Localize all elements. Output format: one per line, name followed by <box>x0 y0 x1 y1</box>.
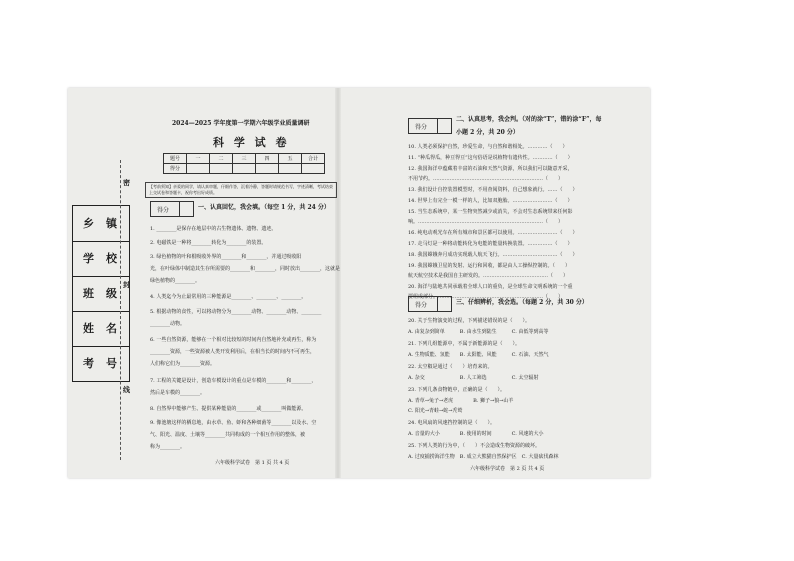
fill-question: 9. 像池塘这样的栖息地，由水草、鱼、虾和各种细菌等________以及水、空 <box>150 420 317 426</box>
seal-char: 封 <box>123 280 130 289</box>
mc-question: 20. 关于生物演变的过程，下列描述错误的是（ ）。 <box>408 318 531 324</box>
score-table-header: 二 <box>210 154 233 164</box>
score-cell <box>233 164 256 174</box>
fill-question: 7. 工程的关键是设计，创造车模设计的重点是车模的________和________， <box>150 378 317 384</box>
judge-question: 10. 人类必须保护自然，珍爱生命，与自然和谐相处。…………（ ） <box>408 144 568 150</box>
score-table <box>163 153 325 174</box>
score-cell <box>187 164 210 174</box>
mc-option: A. 杂交 B. 人工筛选 C. 太空辐射 <box>408 375 539 381</box>
judge-question: 要组成部分。………………………………………………………（ ） <box>408 294 564 300</box>
judge-question: 15. 当生态系统中，某一生物突然减少或消失，不会对生态系统带来任何影 <box>408 209 573 215</box>
fill-question: 6. 一些自然资源，能够在一个相对比较短的时间内自然地补充或再生，称为 <box>150 337 317 343</box>
judge-question: 16. 纯电动观光车在所有城市和景区都可以使用。……………………（ ） <box>408 230 578 236</box>
score-table-header: 五 <box>279 154 302 164</box>
score-table-header: 题号 <box>164 154 187 164</box>
score-box-1 <box>150 201 194 217</box>
judge-question: 17. 走马灯是一种将动能转化为电能的能量转换装置。……………（ ） <box>408 241 573 247</box>
section-3-heading: 三、仔细辨析，我会选。（每题 2 分，共 30 分） <box>456 299 588 306</box>
exam-title: 2024—2025 学年度第一学期六年级学业质量调研 <box>172 120 310 127</box>
fill-question: ________资源，一些资源被人类开发利用后，在相当长的时间内不可再生， <box>150 349 316 355</box>
mc-option: A. 生物质能、氢能 B. 太阳能、风能 C. 石油、天然气 <box>408 352 549 358</box>
score-table-header: 一 <box>187 154 210 164</box>
mc-option: C. 阳光→青蛙→蛇→秃鹫 <box>408 408 463 414</box>
judge-question: 响。…………………………………………………………………（ ） <box>408 219 564 225</box>
judge-question: 不用节约。…………………………………………………………（ ） <box>408 176 564 182</box>
fill-question: 1. ________是保存在地层中的古生物遗体、遗物、遗迹。 <box>150 226 277 232</box>
score-box-2 <box>408 118 452 134</box>
judge-question: 20. 海洋与陆地共同承载着全球人口的重负，是全球生命文明系统的一个重 <box>408 284 573 290</box>
page-footer-left: 六年级科学试卷 第 1 页 共 4 页 <box>215 460 290 466</box>
mc-option: A. 音量的大小 B. 使用的时间 C. 风速的大小 <box>408 431 544 437</box>
seal-char: 线 <box>123 385 130 394</box>
mc-option: A. 过度捕捞海洋生物 B. 成立大熊猫自然保护区 C. 大量砍伐森林 <box>408 454 559 460</box>
judge-question: 13. 我们设计自控装置模型时，不用查阅资料，自己想象就行。……（ ） <box>408 187 578 193</box>
fill-question: 4. 人类迄今为止最常用的三种能源是________、________、________。 <box>150 294 307 300</box>
score-row-label: 得分 <box>164 164 187 174</box>
student-info-sidebar <box>72 205 130 382</box>
score-cell <box>279 164 302 174</box>
score-box-label: 得分 <box>415 124 428 131</box>
judge-question: 11. “种瓜得瓜，种豆得豆”这句俗语是说植物有遗传性。…………（ ） <box>408 155 573 161</box>
fill-question: 5. 根据动物的食性，可以将动物分为________动物、________动物、________ <box>150 309 322 315</box>
page-fold <box>335 88 341 478</box>
subject-title: 科 学 试 卷 <box>213 136 290 149</box>
fill-question: 3. 绿色植物的叶和根吸收外界的________和________，并通过吸收阳 <box>150 254 302 260</box>
score-cell <box>210 164 233 174</box>
sidebar-row: 乡 镇 <box>73 206 129 242</box>
notice-text: 【考前须知】亲爱的同学，请认真审题，仔细作答，沉着冷静，答题时请规范书写，字迹清晰，考试结束上交试卷和答题卡，祝你考出好成绩。 <box>149 184 333 195</box>
judge-question: 12. 我国海洋中蕴藏着丰富的石油和天然气资源，所以我们可以随意开采， <box>408 166 573 172</box>
sidebar-row: 学 校 <box>73 241 129 277</box>
sidebar-row: 考 号 <box>83 357 117 370</box>
score-table-score-row <box>164 164 325 174</box>
section-1-heading: 一、认真回忆，我会填。（每空 1 分，共 24 分） <box>198 204 330 211</box>
judge-question: 18. 我国嫦娥奔月成功实现载人航天飞行。……………………………（ ） <box>408 252 578 258</box>
page-footer-right: 六年级科学试卷 第 2 页 共 4 页 <box>470 466 545 472</box>
score-table-header: 三 <box>233 154 256 164</box>
mc-question: 21. 下列几组能源中，不属于新能源的是（ ）。 <box>408 341 521 347</box>
score-box-3 <box>408 296 452 312</box>
score-table-header: 合计 <box>302 154 325 164</box>
mc-option: A. 由复杂到简单 B. 由水生到陆生 C. 由低等到高等 <box>408 329 549 335</box>
fill-question: 2. 电磁铁是一种将________转化为________的装置。 <box>150 240 267 246</box>
score-table-header: 四 <box>256 154 279 164</box>
fill-question: 8. 自然界中能够产生、提供某种能量的________或________叫做能源。 <box>150 406 307 412</box>
score-cell <box>256 164 279 174</box>
section-2-heading-cont: 小题 2 分，共 20 分） <box>456 129 519 136</box>
seal-char: 密 <box>123 178 130 187</box>
sidebar-row: 姓 名 <box>73 311 129 347</box>
fill-question: 光，在叶绿体中制造其生存所需要的________和________，同时放出________，这就是 <box>150 266 341 272</box>
mc-option: A. 青草→兔子→老虎 B. 狮子→狼→山羊 <box>408 398 514 404</box>
score-table-header-row <box>164 154 325 164</box>
seal-line <box>120 160 121 460</box>
fill-question: 人们称它们为________资源。 <box>150 361 216 367</box>
mc-question: 22. 太空椒是通过（ ）培育来的。 <box>408 364 493 370</box>
fill-question: ________动物。 <box>150 321 186 327</box>
mc-question: 24. 电风扇的风速挡控制的是（ ）。 <box>408 420 496 426</box>
score-box-label: 得分 <box>157 207 170 214</box>
section-2-heading: 二、认真思考，我会判。（对的涂“T”，错的涂“F”，每 <box>456 116 602 123</box>
judge-question: 航天航空技术是我国自主研发的。…………………………………（ ） <box>408 273 569 279</box>
score-cell <box>302 164 325 174</box>
fill-question: 绿色植物的________。 <box>150 278 201 284</box>
judge-question: 14. 世界上有完全一模一样的人，比如双胞胎。……………………（ ） <box>408 198 573 204</box>
mc-question: 25. 下列人类的行为中，（ ）不会造成生物资源的破坏。 <box>408 443 541 449</box>
exam-notice <box>145 182 337 198</box>
score-box-label: 得分 <box>415 302 428 309</box>
sidebar-row: 班 级 <box>73 276 129 312</box>
mc-question: 23. 下列几条食物链中，正确的是（ ）。 <box>408 387 506 393</box>
fill-question: 然后是车模的________。 <box>150 390 206 396</box>
fill-question: 称为________。 <box>150 444 186 450</box>
judge-question: 19. 我国嫦娥卫星的发射、运行和回收，都是由人工操纵控制的。（ ） <box>408 263 571 269</box>
fill-question: 气、阳光、温度、土壤等________共同构成的一个相互作用的整体，被 <box>150 432 306 438</box>
